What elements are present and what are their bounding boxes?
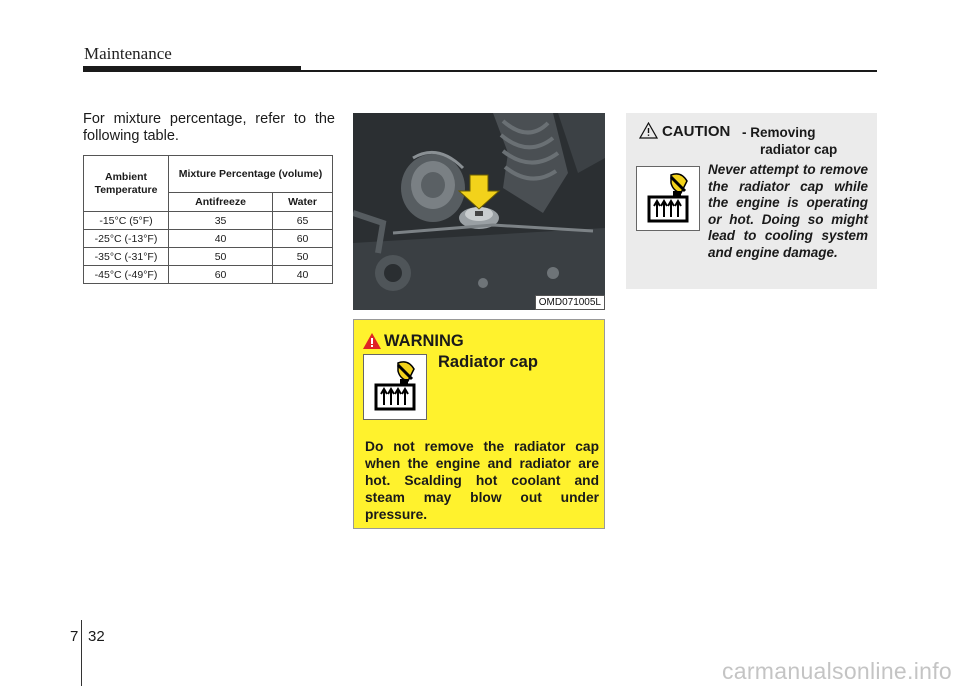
header-water: Water bbox=[273, 193, 333, 212]
cell-antifreeze: 35 bbox=[169, 212, 273, 230]
engine-bay-photo bbox=[353, 113, 605, 310]
cell-temp: -45°C (-49°F) bbox=[84, 266, 169, 284]
cell-antifreeze: 60 bbox=[169, 266, 273, 284]
footer-divider bbox=[81, 620, 82, 686]
warning-title: WARNING bbox=[384, 332, 464, 350]
cell-water: 50 bbox=[273, 248, 333, 266]
cell-water: 40 bbox=[273, 266, 333, 284]
warning-body: Do not remove the radiator cap when the engine and radiator are hot. Scalding hot coolant and steam may blow out under pressure. bbox=[365, 439, 599, 522]
photo-code-label: OMD071005L bbox=[535, 295, 605, 310]
header-mixture: Mixture Percentage (volume) bbox=[169, 156, 333, 193]
watermark: carmanualsonline.info bbox=[721, 658, 952, 684]
header-rule-thick bbox=[83, 66, 301, 72]
caution-subtitle-line1: - Removing bbox=[742, 125, 816, 140]
page-number: 32 bbox=[88, 628, 105, 645]
cell-temp: -25°C (-13°F) bbox=[84, 230, 169, 248]
warning-subtitle: Radiator cap bbox=[438, 353, 538, 371]
cell-water: 60 bbox=[273, 230, 333, 248]
header-rule-thin bbox=[301, 70, 877, 72]
section-title: Maintenance bbox=[84, 44, 172, 63]
caution-triangle-icon bbox=[639, 122, 658, 139]
intro-text: For mixture percentage, refer to the following table. bbox=[83, 111, 335, 144]
table-row bbox=[84, 212, 333, 230]
caution-body: Never attempt to remove the radiator cap while the engine is operating or hot. Doing so might lead to cooling system and engine damage. bbox=[708, 162, 868, 260]
warning-box bbox=[353, 319, 605, 529]
table-row bbox=[84, 266, 333, 284]
caution-box bbox=[626, 113, 877, 289]
cell-antifreeze: 50 bbox=[169, 248, 273, 266]
hot-radiator-icon bbox=[636, 166, 700, 231]
cell-temp: -35°C (-31°F) bbox=[84, 248, 169, 266]
caution-subtitle-line2: radiator cap bbox=[760, 142, 838, 157]
mixture-table bbox=[83, 155, 333, 284]
engine-bay-illustration bbox=[353, 113, 605, 310]
caution-title: CAUTION bbox=[662, 123, 731, 140]
chapter-number: 7 bbox=[70, 628, 79, 645]
cell-temp: -15°C (5°F) bbox=[84, 212, 169, 230]
cell-water: 65 bbox=[273, 212, 333, 230]
header-antifreeze: Antifreeze bbox=[169, 193, 273, 212]
cell-antifreeze: 40 bbox=[169, 230, 273, 248]
table-row bbox=[84, 248, 333, 266]
header-ambient: Ambient Temperature bbox=[84, 156, 169, 212]
table-row bbox=[84, 230, 333, 248]
warning-triangle-icon bbox=[362, 332, 382, 350]
hot-radiator-icon bbox=[363, 354, 427, 420]
